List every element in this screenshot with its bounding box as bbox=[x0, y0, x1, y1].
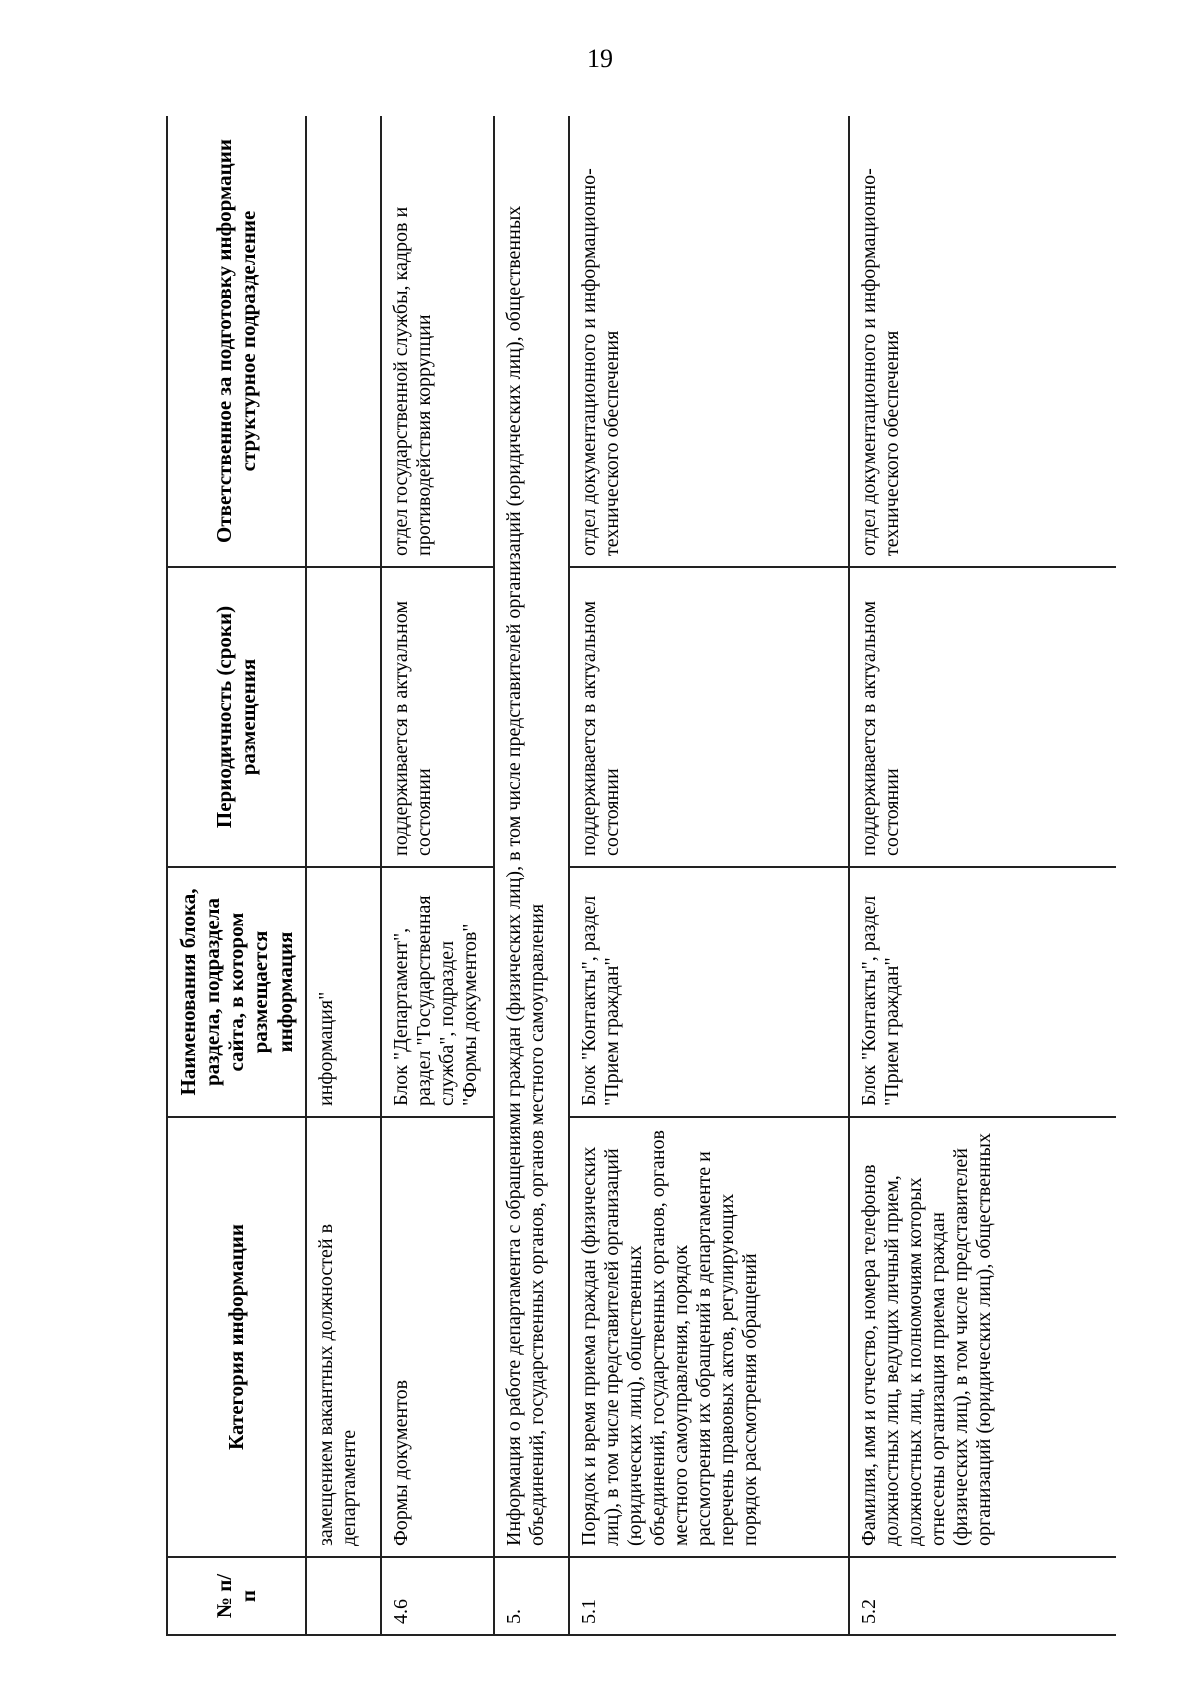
row-category: Фамилия, имя и отчество, номера телефонов должностных лиц, ведущих личный прием, должностных лиц, к полномочиям которых отнесены организация приема граждан (физических лиц), в том числе представителей организаций (юридических лиц), общественных bbox=[849, 1117, 1116, 1557]
row-block: информация" bbox=[306, 867, 381, 1117]
row-responsible: отдел государственной службы, кадров и противодействия коррупции bbox=[381, 116, 494, 567]
table-header-row bbox=[167, 116, 306, 1635]
info-table bbox=[166, 116, 1116, 1636]
rotated-table-container bbox=[166, 116, 1116, 1636]
row-num: 4.6 bbox=[381, 1557, 494, 1635]
section-row bbox=[494, 116, 569, 1635]
header-category: Категория информации bbox=[167, 1117, 306, 1557]
row-num bbox=[306, 1557, 381, 1635]
row-category: Формы документов bbox=[381, 1117, 494, 1557]
header-block: Наименования блока, раздела, подраздела сайта, в котором размещается информация bbox=[167, 867, 306, 1117]
header-num: № п/п bbox=[167, 1557, 306, 1635]
row-period: поддерживается в актуальном состоянии bbox=[569, 567, 849, 867]
section-title: Информация о работе департамента с обращениями граждан (физических лиц), в том числе представителей организаций (юридических лиц), общественных объединений, государственных органов, органов местного самоуправления bbox=[494, 116, 569, 1557]
row-responsible: отдел документационного и информационно-технического обеспечения bbox=[849, 116, 1116, 567]
table-row bbox=[569, 116, 849, 1635]
table-row bbox=[849, 116, 1116, 1635]
page-number: 19 bbox=[587, 44, 613, 73]
row-responsible bbox=[306, 116, 381, 567]
row-category: Порядок и время приема граждан (физических лиц), в том числе представителей организаций (юридических лиц), общественных объединений, государственных органов, органов местного самоуправления, порядок рассмотрения их обращений в департаменте и перечень правовых актов, регулирующих порядок рассмотрения обращений bbox=[569, 1117, 849, 1557]
row-num: 5.1 bbox=[569, 1557, 849, 1635]
row-block: Блок "Департамент", раздел "Государственная служба", подраздел "Формы документов" bbox=[381, 867, 494, 1117]
header-responsible: Ответственное за подготовку информации структурное подразделение bbox=[167, 116, 306, 567]
table-row bbox=[306, 116, 381, 1635]
row-responsible: отдел документационного и информационно-технического обеспечения bbox=[569, 116, 849, 567]
row-category: замещением вакантных должностей в департаменте bbox=[306, 1117, 381, 1557]
row-block: Блок "Контакты", раздел "Прием граждан" bbox=[849, 867, 1116, 1117]
row-block: Блок "Контакты", раздел "Прием граждан" bbox=[569, 867, 849, 1117]
section-num: 5. bbox=[494, 1557, 569, 1635]
row-period: поддерживается в актуальном состоянии bbox=[381, 567, 494, 867]
row-period bbox=[306, 567, 381, 867]
row-num: 5.2 bbox=[849, 1557, 1116, 1635]
row-period: поддерживается в актуальном состоянии bbox=[849, 567, 1116, 867]
table-row bbox=[381, 116, 494, 1635]
header-period: Периодичность (сроки) размещения bbox=[167, 567, 306, 867]
